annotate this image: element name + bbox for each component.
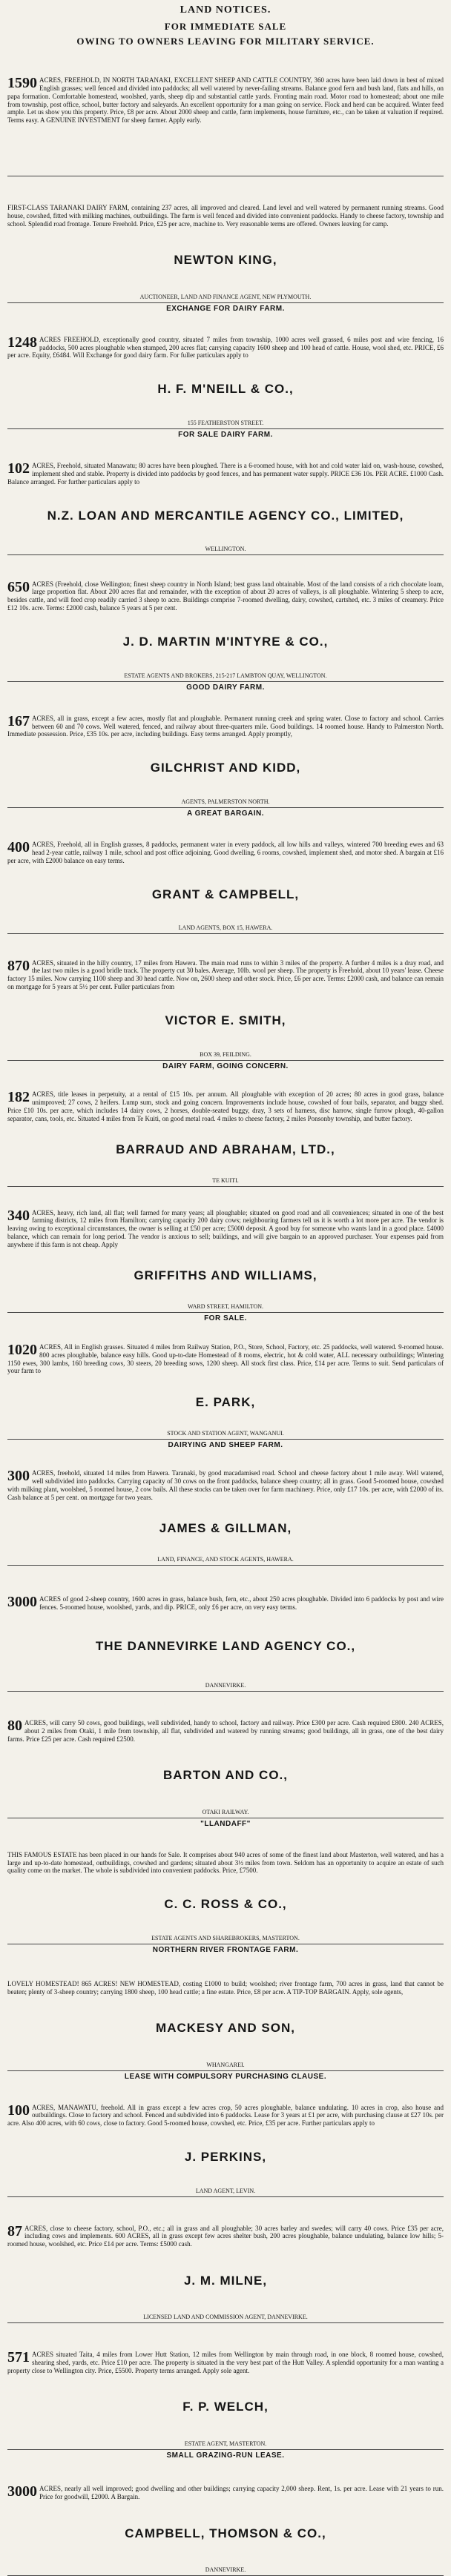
land-notice bbox=[7, 2197, 444, 2323]
notice-lead-figure: 571 bbox=[7, 2350, 30, 2365]
notice-text: ACRES, title leases in perpetuity, at a rental of £15 10s. per annum. All ploughable with exception of 20 acres; 80 acres in good grass, balance unimproved; 27 cows, 2 heifers. Lump sum, stock and going concern. Improvements include house, cowshed of four bails, separator, and buggy shed. Price £10 10s. per acre, which includes 14 dairy cows, 2 horses, double-seated buggy, dray, 3 sets of harness, disc harrow, single furrow plough, 40-gallon separator, cans, tools, etc. Situated 4 miles from Te Kuiti, on good metal road. 4 miles to cheese factory, 2 miles Ponsonby township, and butter factory. bbox=[7, 1090, 444, 1122]
notice-lead-figure: 102 bbox=[7, 462, 30, 477]
agent-name: C. C. ROSS & CO., bbox=[164, 1897, 287, 1912]
notice-lead-figure: 100 bbox=[7, 2103, 30, 2119]
agent-name: JAMES & GILLMAN, bbox=[159, 1520, 292, 1535]
agent-name: F. P. WELCH, bbox=[182, 2400, 269, 2414]
agent-address: LAND AGENTS, BOX 15, HAWERA. bbox=[178, 924, 273, 932]
land-notice bbox=[7, 50, 444, 176]
land-notice bbox=[7, 1061, 444, 1187]
agent-name: J. D. MARTIN M'INTYRE & CO., bbox=[122, 634, 329, 649]
notice-heading: GOOD DAIRY FARM. bbox=[186, 683, 265, 692]
notice-body bbox=[7, 841, 444, 864]
agent-address: ESTATE AGENT, MASTERTON. bbox=[184, 2440, 267, 2447]
notice-text: ACRES, Freehold, all in English grasses, 8 paddocks, permanent water in every paddock, all low hills and valleys, wintered 700 breeding ewes and 63 head 2-year cattle, railway 1 mile, school and post office adjoining. Good dwelling, 6 rooms, cowshed, implement shed, and motor shed. A bargain at £16 per acre, with £2000 balance on easy terms. bbox=[7, 841, 444, 864]
notice-lead-figure: 1020 bbox=[7, 1342, 37, 1358]
agent-name: CAMPBELL, THOMSON & CO., bbox=[125, 2526, 326, 2540]
notice-lead-figure: 182 bbox=[7, 1090, 30, 1106]
notice-text: ACRES, close to cheese factory, school, P.O., etc.; all in grass and all ploughable; 30 acres barley and swedes; will carry 40 cows. Price £35 per acre, including cows and implements. 600 ACRES, all in grass except few acres shelter bush, 200 acres ploughable, balance undulating, balance low hills; 5-roomed house, woolshed, etc. Price £14 per acre. Terms: £5000 cash. bbox=[7, 2224, 444, 2248]
notice-body bbox=[7, 2225, 444, 2248]
notice-text: ACRES, All in English grasses. Situated 4 miles from Railway Station, P.O., Store, School, Factory, etc. 25 paddocks, well watered. 9-roomed house. 800 acres ploughable, balance easy hills. Good up-to-date Homestead of 8 rooms, electric, hot & cold water, ALL necessary outbuildings; Wintering 1150 ewes, 300 lambs, 160 breeding cows, 30 steers, 20 breeding sows, 1200 sheep. All stock first class. Price, £14 per acre. Terms to suit. Send particulars of your farm to bbox=[7, 1342, 444, 1375]
notice-heading: DAIRYING AND SHEEP FARM. bbox=[168, 1440, 283, 1449]
notice-lead-figure: 1590 bbox=[7, 76, 37, 92]
notice-text: ACRES situated Taita, 4 miles from Lower Hutt Station, 12 miles from Wellington by main through road, in one block, 8 roomed house, cowshed, shearing shed, yards, etc. Price £10 per acre. The property is situated in the very best part of the Hutt Valley. A splendid opportunity for a man wanting a property close to Wellington city. Price, £5500. Property terms arranged. Apply sole agent. bbox=[7, 2350, 444, 2374]
notice-body bbox=[7, 1090, 444, 1122]
agent-name: GRANT & CAMPBELL, bbox=[151, 887, 300, 901]
land-notice bbox=[7, 1187, 444, 1313]
notice-lead-figure: 1248 bbox=[7, 335, 37, 351]
agent-name: J. PERKINS, bbox=[184, 2150, 267, 2165]
notice-text: ACRES, nearly all well improved; good dwelling and other buildings; carrying capacity 2,000 sheep. Rent, 1s. per acre. Lease with 21 years to run. Price for goodwill, £2000. A Bargain. bbox=[39, 2485, 444, 2501]
agent-address: DANNEVIRKE. bbox=[205, 1682, 246, 1689]
notice-lead-figure: 340 bbox=[7, 1208, 30, 1224]
notice-text: ACRES, MANAWATU, freehold. All in grass except a few acres crop, 50 acres ploughable, balance undulating. 10 acres in crop, also house and outbuildings. Close to factory and school. Fenced and subdivided into 6 paddocks. Lease for 3 years at £1 per acre, with purchasing clause at £27 10s. per acre. Also 400 acres, with 60 cows, close to factory. Good 5-roomed house, cowshed, etc. Price, £35 per acre. Further particulars apply to bbox=[7, 2103, 444, 2128]
notice-body bbox=[7, 204, 444, 228]
notice-body bbox=[7, 1343, 444, 1375]
land-notice bbox=[7, 808, 444, 934]
notice-body bbox=[7, 715, 444, 738]
land-notice bbox=[7, 934, 444, 1060]
agent-name: BARRAUD AND ABRAHAM, LTD., bbox=[116, 1142, 335, 1156]
land-notice bbox=[7, 1944, 444, 2070]
notice-body bbox=[7, 1209, 444, 1249]
notice-text: ACRES, will carry 50 cows, good buildings, well subdivided, handy to school, factory and railway. Price £300 per acre. Cash required £800. 240 ACRES, about 2 miles from Otaki, 1 mile from township, all flat, subdivided and watered by running streams; good buildings, all in grass, one of the best dairy farms. Price £25 per acre. Cash required £2500. bbox=[7, 1719, 444, 1743]
notice-body bbox=[7, 2485, 444, 2501]
notice-lead-figure: 87 bbox=[7, 2224, 22, 2239]
notice-text: ACRES, Freehold, situated Manawatu; 80 acres have been ploughed. There is a 6-roomed house, with hot and cold water laid on, wash-house, cowshed, implement shed and stable. Property is divided into paddocks by good fences, and has permanent water supply. PRICE £36 10s. PER ACRE. £1000 Cash. Balance arranged. For further particulars apply to bbox=[7, 462, 444, 486]
notice-text: ACRES, situated in the hilly country, 17 miles from Hawera. The main road runs to within 3 miles of the property. A further 4 miles is a dray road, and the last two miles is a good bridle track. The property cut 30 bales. Average, 10lb. wool per sheep. The property is Freehold, about 10 years' lease. Cheese factory 15 miles. Now carrying 1100 sheep and 30 head cattle. Now on, 2600 sheep and other stock. Price, £6 per acre. Terms: £2000 cash, and balance can remain on mortgage for 5 years at 5½ per cent. Fuller particulars from bbox=[7, 958, 444, 990]
agent-address: OTAKI RAILWAY. bbox=[202, 1808, 249, 1815]
agent-address: WARD STREET, HAMILTON. bbox=[187, 1303, 264, 1311]
land-notice bbox=[7, 429, 444, 555]
agent-name: BARTON AND CO., bbox=[163, 1768, 288, 1783]
notice-text: ACRES of good 2-sheep country, 1600 acres in grass, balance bush, fern, etc., about 250 acres ploughable. Divided into 6 paddocks by post and wire fences. 5-roomed house, woolshed, yards, and dip. PRICE, only £6 per acre, on very easy terms. bbox=[39, 1595, 444, 1612]
notice-text: FIRST-CLASS TARANAKI DAIRY FARM, containing 237 acres, all improved and cleared. Land level and well watered by permanent running streams. Good house, cowshed, fitted with milking machines, outbuildings. The farm is well fenced and divided into convenient paddocks. Handy to cheese factory, township and school. Splendid road frontage. Tenure Freehold. Price, £25 per acre, machine to. Very reasonable terms are offered. Owners leaving for camp. bbox=[7, 204, 444, 228]
notice-text: ACRES, all in grass, except a few acres, mostly flat and ploughable. Permanent running creek and spring water. Close to factory and school. Carries between 60 and 70 cows. Well watered, fenced, and railway about three-quarters mile. Good buildings. 14 roomed house. Handy to Palmerston North. Immediate possession. Price, £35 10s. per acre, including buildings. Easy terms arranged. Apply promptly, bbox=[7, 714, 444, 738]
section-subtitle: FOR IMMEDIATE SALE bbox=[164, 21, 287, 32]
notice-text: ACRES, FREEHOLD, IN NORTH TARANAKI, EXCELLENT SHEEP AND CATTLE COUNTRY, 360 acres have been laid down in best of mixed English grasses; well fenced and divided into paddocks; all well watered by never-failing streams. Balance good fern and bush land, flats and hills, on papa formation. Comfortable homestead, woolshed, yards, sheep dip and substantial cattle yards. Fronting main road. Motor road to homestead; about one mile from township, post office, school, butter factory and saleyards. An excellent opportunity for a man going on service. Flock and herd can be acquired. Winter feed ample. Let us show you this property. Price, £8 per acre. About 2000 sheep and cattle, farm implements, house furniture, etc., can be taken at valuation if required. Terms easy. A GENUINE INVESTMENT for sheep farmer. Apply early. bbox=[7, 76, 444, 125]
agent-address: TE KUITI. bbox=[212, 1177, 239, 1185]
section-title: LAND NOTICES. bbox=[180, 4, 271, 16]
notice-body bbox=[7, 336, 444, 360]
land-notice bbox=[7, 1566, 444, 1692]
notice-body bbox=[7, 1595, 444, 1612]
notice-body bbox=[7, 1980, 444, 1996]
agent-address: LAND, FINANCE, AND STOCK AGENTS, HAWERA. bbox=[157, 1556, 294, 1563]
section-subtitle-2: OWING TO OWNERS LEAVING FOR MILITARY SERVICE. bbox=[76, 36, 375, 47]
notice-body bbox=[7, 462, 444, 486]
agent-name: GILCHRIST AND KIDD, bbox=[150, 761, 301, 775]
notice-heading: LEASE WITH COMPULSORY PURCHASING CLAUSE. bbox=[124, 2072, 327, 2081]
land-notice bbox=[7, 1440, 444, 1566]
land-notice bbox=[7, 176, 444, 302]
notice-heading: A GREAT BARGAIN. bbox=[186, 809, 265, 818]
notice-lead-figure: 300 bbox=[7, 1469, 30, 1485]
notice-heading: DAIRY FARM, GOING CONCERN. bbox=[162, 1062, 289, 1070]
land-notice bbox=[7, 303, 444, 429]
notice-heading: NORTHERN RIVER FRONTAGE FARM. bbox=[152, 1946, 299, 1955]
notice-text: ACRES, freehold, situated 14 miles from Hawera. Taranaki, by good macadamised road. School and cheese factory about 1 mile away. Well watered, well subdivided into paddocks. Carrying capacity of 30 cows on the front paddocks, balance sheep country; all in grass. Good 5-roomed house, cowshed with milking plant, woolshed, 5 roomed house, 2 cow bails. All these stocks can be taken over for farm machinery. Price, only £17 10s. per acre, with £2000 of its. Cash balance at 5 per cent. on mortgage for two years. bbox=[7, 1469, 444, 1501]
notice-text: ACRES, heavy, rich land, all flat; well farmed for many years; all ploughable; situated on good road and all conveniences; situated in one of the best farming districts, 12 miles from Hamilton; carrying capacity 200 dairy cows; neighbouring farmers tell us it is worth a lot more per acre. The vendor is leaving owing to exceptional circumstances, the owner is selling at £50 per acre; £5000 deposit. A good buy for someone who wants land in a good place. £4000 balance, which can remain for long period. The vendor is anxious to sell; buildings, and will give bargain to an approved purchaser. Your expenses paid from anywhere if this farm is not cheap. Apply bbox=[7, 1208, 444, 1248]
notice-heading: "LLANDAFF" bbox=[200, 1819, 251, 1828]
notice-lead-figure: 167 bbox=[7, 714, 30, 729]
notice-heading: EXCHANGE FOR DAIRY FARM. bbox=[166, 304, 285, 313]
agent-address: DANNEVIRKE. bbox=[205, 2566, 246, 2573]
agent-name: H. F. M'NEILL & CO., bbox=[157, 382, 294, 397]
land-notice bbox=[7, 2450, 444, 2576]
notice-heading: FOR SALE DAIRY FARM. bbox=[178, 431, 273, 440]
notice-body bbox=[7, 1469, 444, 1501]
land-notice bbox=[7, 1818, 444, 1944]
notice-text: ACRES FREEHOLD, exceptionally good country, situated 7 miles from township, 1000 acres well grassed, 6 miles post and wire fencing, 16 paddocks, 500 acres ploughable when stumped, 200 acres flat; carrying capacity 1600 sheep and 100 head of cattle. House, wool shed, etc. PRICE, £6 per acre. Equity, £6484. Will Exchange for good dairy farm. For fuller particulars apply to bbox=[7, 335, 444, 360]
notice-lead-figure: 650 bbox=[7, 580, 30, 595]
agent-name: NEWTON KING, bbox=[174, 253, 277, 268]
notice-body bbox=[7, 76, 444, 125]
notice-heading: SMALL GRAZING-RUN LEASE. bbox=[166, 2451, 285, 2460]
notice-lead-figure: 400 bbox=[7, 841, 30, 856]
notice-text: LOVELY HOMESTEAD! 865 ACRES! NEW HOMESTEAD, costing £1000 to build; woolshed; river frontage farm, 700 acres in grass, land that cannot be beaten; plenty of 3-sheep country; carrying 1800 sheep, 100 head cattle; a fine estate. Price, £8 per acre. A TIP-TOP BARGAIN. Apply, sole agents, bbox=[7, 1979, 444, 1996]
notice-lead-figure: 870 bbox=[7, 958, 30, 974]
notice-heading: FOR SALE. bbox=[204, 1314, 247, 1323]
notice-text: ACRES (Freehold, close Wellington; finest sheep country in North Island; best grass land obtainable. Most of the land consists of a rich chocolate loam, large proportion flat. About 200 acres flat and remainder, with the exception of about 20 acres of valleys, is all ploughable. Wintering 5 sheep to acre, besides cattle, and will feed crop readily carried 3 sheep to acre. Buildings comprise 7-roomed dwelling, dairy, cowshed, cartshed, etc. 3 miles of creamery. Price £12 10s. acre. Terms: £2000 cash, balance 5 years at 5 per cent. bbox=[7, 580, 444, 612]
agent-address: BOX 39, FEILDING. bbox=[200, 1050, 251, 1058]
land-notice bbox=[7, 555, 444, 681]
agent-name: N.Z. LOAN AND MERCANTILE AGENCY CO., LIMITED, bbox=[47, 508, 404, 523]
notice-body bbox=[7, 1719, 444, 1743]
notice-list bbox=[7, 50, 444, 2576]
land-notice bbox=[7, 682, 444, 808]
notice-body bbox=[7, 580, 444, 612]
agent-address: WHANGAREI. bbox=[206, 2061, 245, 2068]
agent-address: ESTATE AGENTS AND SHAREBROKERS, MASTERTON. bbox=[151, 1935, 300, 1942]
notice-text: THIS FAMOUS ESTATE has been placed in our hands for Sale. It comprises about 940 acres of some of the finest land about Masterton, well watered, and has a large and up-to-date homestead, outbuildings, cowshed and gardens; situated about 3½ miles from town. Seldom has an opportunity to acquire an estate of such quality come on the market. The whole is subdivided into convenient paddocks. Price, £7500. bbox=[7, 1850, 444, 1875]
land-notice bbox=[7, 2071, 444, 2197]
agent-name: MACKESY AND SON, bbox=[156, 2021, 295, 2036]
notice-lead-figure: 3000 bbox=[7, 2485, 37, 2500]
agent-address: ESTATE AGENTS AND BROKERS, 215-217 LAMBTON QUAY, WELLINGTON. bbox=[124, 672, 327, 679]
agent-name: E. PARK, bbox=[195, 1394, 256, 1409]
notice-body bbox=[7, 2351, 444, 2374]
notice-lead-figure: 80 bbox=[7, 1719, 22, 1735]
agent-name: VICTOR E. SMITH, bbox=[165, 1013, 286, 1027]
agent-address: 155 FEATHERSTON STREET. bbox=[187, 420, 264, 426]
land-notice bbox=[7, 1313, 444, 1439]
agent-address: AUCTIONEER, LAND AND FINANCE AGENT, NEW PLYMOUTH. bbox=[139, 293, 312, 300]
notice-lead-figure: 3000 bbox=[7, 1595, 37, 1611]
notice-body bbox=[7, 2104, 444, 2128]
page-header bbox=[7, 4, 444, 47]
agent-name: THE DANNEVIRKE LAND AGENCY CO., bbox=[95, 1639, 356, 1654]
notice-body bbox=[7, 1851, 444, 1875]
agent-name: GRIFFITHS AND WILLIAMS, bbox=[134, 1268, 317, 1283]
notice-body bbox=[7, 959, 444, 991]
agent-name: J. M. MILNE, bbox=[183, 2273, 268, 2288]
land-notice bbox=[7, 1692, 444, 1818]
agent-address: STOCK AND STATION AGENT, WANGANUI. bbox=[167, 1429, 284, 1437]
agent-address: AGENTS, PALMERSTON NORTH. bbox=[181, 798, 270, 806]
agent-address: WELLINGTON. bbox=[205, 546, 246, 553]
agent-address: LICENSED LAND AND COMMISSION AGENT, DANNEVIRKE. bbox=[143, 2314, 308, 2321]
land-notice bbox=[7, 2323, 444, 2449]
agent-address: LAND AGENT, LEVIN. bbox=[195, 2187, 256, 2194]
